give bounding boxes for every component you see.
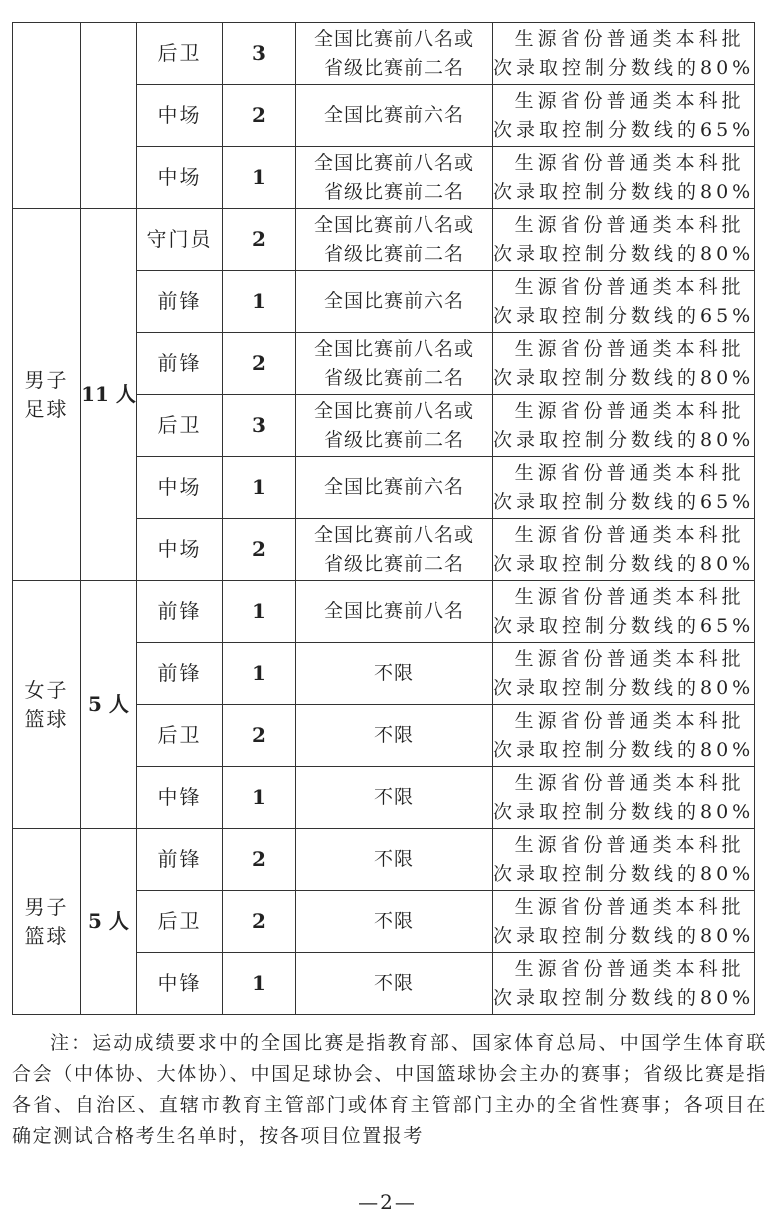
number-cell: 2 [223,333,296,395]
requirement-cell [296,705,493,767]
requirement-cell [296,271,493,333]
score-line: 生源省份普通类本科批 [514,27,745,50]
score-line: 次录取控制分数线的65% [493,490,755,513]
score-line: 次录取控制分数线的80% [493,428,755,451]
score-cell [493,23,755,85]
footnote-text: 注：运动成绩要求中的全国比赛是指教育部、国家体育总局、中国学生体育联合会（中体协、大体协）、中国足球协会、中国篮球协会主办的赛事；省级比赛是指各省、自治区、直辖市教育主管部门或体育主管部门主办的全省性赛事；各项目在确定测试合格考生名单时，按各项目位置报考 [12,1032,767,1147]
score-line: 次录取控制分数线的80% [493,180,755,203]
quota-cell: 11 人 [81,209,137,581]
team-label-line: 篮球 [24,706,69,731]
score-line: 次录取控制分数线的80% [493,986,755,1009]
requirement-cell [296,891,493,953]
score-cell [493,829,755,891]
position-cell: 中锋 [137,767,223,829]
requirement-line: 省级比赛前二名 [323,366,464,389]
team-label-line: 男子 [24,894,69,919]
score-line: 生源省份普通类本科批 [514,957,745,980]
requirement-line: 全国比赛前八名或 [313,213,474,236]
requirement-cell [296,395,493,457]
requirement-line: 省级比赛前二名 [323,428,464,451]
requirement-cell [296,519,493,581]
score-line: 次录取控制分数线的80% [493,862,755,885]
score-line: 生源省份普通类本科批 [514,833,745,856]
quota-cell: 5 人 [81,581,137,829]
score-line: 生源省份普通类本科批 [514,151,745,174]
requirement-line: 不限 [373,910,414,932]
score-line: 生源省份普通类本科批 [514,771,745,794]
number-cell: 1 [223,147,296,209]
requirement-cell [296,333,493,395]
score-cell [493,147,755,209]
page-number: —2— [358,1190,417,1214]
team-label-line: 女子 [24,677,69,702]
position-cell: 守门员 [137,209,223,271]
requirement-line: 不限 [373,848,414,870]
position-cell: 中场 [137,519,223,581]
position-cell: 后卫 [137,23,223,85]
requirement-line: 不限 [373,972,414,994]
number-cell: 3 [223,23,296,85]
score-cell [493,395,755,457]
requirement-cell [296,209,493,271]
number-cell: 1 [223,643,296,705]
score-line: 次录取控制分数线的80% [493,738,755,761]
number-cell: 2 [223,829,296,891]
number-cell: 2 [223,891,296,953]
requirement-line: 全国比赛前六名 [323,290,464,312]
requirement-line: 不限 [373,786,414,808]
team-label-line: 篮球 [24,923,69,948]
team-label-line: 男子 [24,367,69,392]
requirement-cell [296,829,493,891]
requirement-line: 全国比赛前八名或 [313,399,474,422]
requirement-line: 全国比赛前八名 [323,600,464,622]
requirement-line: 全国比赛前六名 [323,476,464,498]
position-cell: 中场 [137,85,223,147]
number-cell: 3 [223,395,296,457]
number-cell: 2 [223,209,296,271]
score-line: 次录取控制分数线的80% [493,56,755,79]
score-cell [493,767,755,829]
number-cell: 1 [223,767,296,829]
score-cell [493,705,755,767]
requirement-cell [296,643,493,705]
requirement-cell [296,457,493,519]
number-cell: 2 [223,705,296,767]
score-line: 次录取控制分数线的80% [493,242,755,265]
score-line: 生源省份普通类本科批 [514,213,745,236]
number-cell: 2 [223,519,296,581]
table-row [13,23,755,85]
number-cell: 1 [223,457,296,519]
position-cell: 中场 [137,147,223,209]
requirement-line: 全国比赛前六名 [323,104,464,126]
requirement-line: 省级比赛前二名 [323,242,464,265]
score-cell [493,953,755,1015]
number-cell: 2 [223,85,296,147]
table-row [13,209,755,271]
team-cell [13,209,81,581]
footnote [12,1028,767,1152]
position-cell: 后卫 [137,705,223,767]
requirement-line: 不限 [373,662,414,684]
score-line: 生源省份普通类本科批 [514,895,745,918]
quota-cell: 5 人 [81,829,137,1015]
requirement-line: 省级比赛前二名 [323,552,464,575]
score-line: 生源省份普通类本科批 [514,709,745,732]
requirement-line: 省级比赛前二名 [323,180,464,203]
team-label-line: 足球 [24,396,69,421]
requirement-cell [296,953,493,1015]
position-cell: 中锋 [137,953,223,1015]
score-line: 次录取控制分数线的65% [493,614,755,637]
position-cell: 前锋 [137,333,223,395]
score-cell [493,457,755,519]
score-line: 生源省份普通类本科批 [514,647,745,670]
requirement-line: 不限 [373,724,414,746]
score-cell [493,519,755,581]
requirement-cell [296,147,493,209]
score-line: 次录取控制分数线的80% [493,800,755,823]
number-cell: 1 [223,953,296,1015]
requirement-line: 省级比赛前二名 [323,56,464,79]
table-row [13,829,755,891]
team-cell [13,581,81,829]
position-cell: 前锋 [137,643,223,705]
position-cell: 中场 [137,457,223,519]
score-cell [493,581,755,643]
requirement-cell [296,23,493,85]
number-cell: 1 [223,581,296,643]
requirement-cell [296,85,493,147]
position-cell: 后卫 [137,395,223,457]
score-cell [493,643,755,705]
score-line: 生源省份普通类本科批 [514,585,745,608]
score-line: 次录取控制分数线的65% [493,304,755,327]
score-line: 生源省份普通类本科批 [514,89,745,112]
requirement-cell [296,581,493,643]
number-cell: 1 [223,271,296,333]
score-cell [493,891,755,953]
score-line: 次录取控制分数线的65% [493,118,755,141]
position-cell: 后卫 [137,891,223,953]
score-line: 生源省份普通类本科批 [514,461,745,484]
quota-cell [81,23,137,209]
position-cell: 前锋 [137,829,223,891]
requirement-cell [296,767,493,829]
requirement-line: 全国比赛前八名或 [313,151,474,174]
score-line: 次录取控制分数线的80% [493,676,755,699]
score-line: 次录取控制分数线的80% [493,366,755,389]
score-line: 生源省份普通类本科批 [514,337,745,360]
score-line: 生源省份普通类本科批 [514,275,745,298]
score-line: 次录取控制分数线的80% [493,924,755,947]
position-cell: 前锋 [137,271,223,333]
requirement-line: 全国比赛前八名或 [313,337,474,360]
score-line: 生源省份普通类本科批 [514,523,745,546]
admission-table [12,22,755,1015]
team-cell [13,23,81,209]
score-cell [493,333,755,395]
position-cell: 前锋 [137,581,223,643]
requirement-line: 全国比赛前八名或 [313,27,474,50]
table-row [13,581,755,643]
score-cell [493,209,755,271]
score-cell [493,271,755,333]
score-line: 生源省份普通类本科批 [514,399,745,422]
team-cell [13,829,81,1015]
requirement-line: 全国比赛前八名或 [313,523,474,546]
score-line: 次录取控制分数线的80% [493,552,755,575]
score-cell [493,85,755,147]
